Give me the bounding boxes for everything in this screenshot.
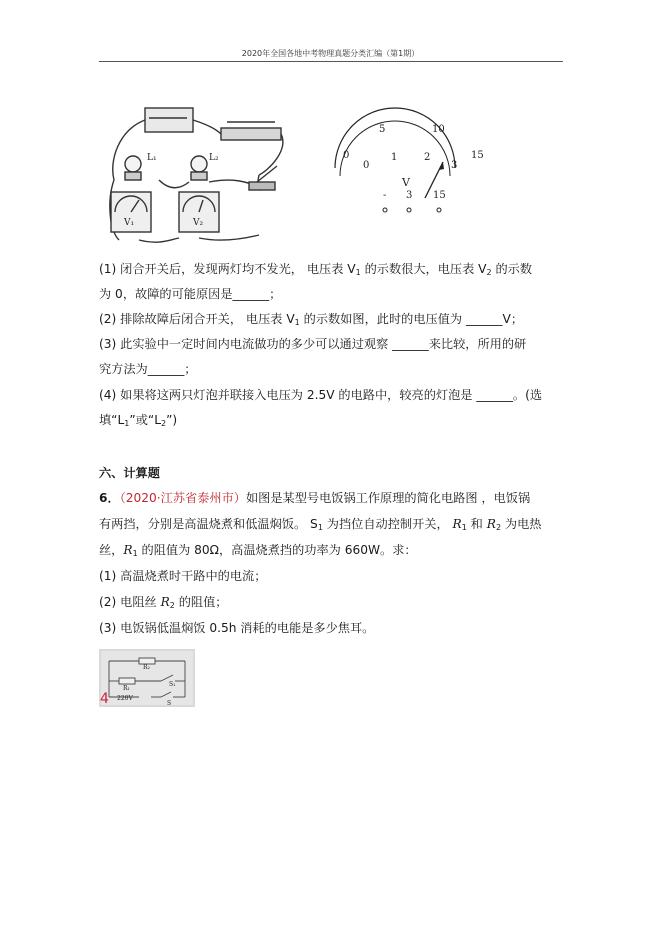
scale-top-10: 10: [432, 124, 445, 135]
label-S1: S₁: [169, 681, 176, 688]
label-S: S: [167, 700, 172, 707]
label-V1: V₁: [124, 218, 135, 228]
switch: [249, 182, 275, 190]
scale-top-0: 0: [343, 150, 350, 161]
q5-part3-line2: 究方法为______；: [99, 362, 197, 376]
scale-bottom-0: 0: [363, 160, 370, 171]
circuit-figure: [99, 90, 499, 250]
q6-sub1: (1) 高温烧煮时干路中的电流；: [99, 569, 267, 583]
q5-part2: (2) 排除故障后闭合开关， 电压表 $V_1$ 的示数如图，此时的电压值为 ______V；: [99, 312, 524, 327]
section-title: 六、计算题: [99, 466, 160, 480]
label-L2: L₂: [209, 153, 219, 163]
power-supply: [145, 108, 193, 132]
rheostat: [221, 128, 281, 140]
scale-bottom-1: 1: [391, 152, 398, 163]
q6-line2: 有两挡，分别是高温烧煮和低温焖饭。 $S_1$ 为挡位自动控制开关， $R_1$ 和 $R_2$ 为电热: [99, 517, 542, 532]
q6-source: （2020·江苏省泰州市）: [119, 491, 246, 505]
lamp-L2: [191, 156, 207, 172]
terminal-minus: -: [383, 190, 387, 201]
meter-unit: V: [402, 176, 410, 189]
label-V2: V₂: [193, 218, 204, 228]
terminal-15: 15: [433, 190, 446, 201]
q5-part4-line2: 填“$L_1$”或“$L_2$”): [99, 413, 178, 428]
q6-sub2: (2) 电阻丝 $R_2$ 的阻值；: [99, 595, 228, 610]
q5-part4-line1: (4) 如果将这两只灯泡并联接入电压为 2.5V 的电路中，较亮的灯泡是 ______。(选: [99, 388, 543, 402]
label-R1: R₁: [123, 685, 130, 692]
scale-bottom-3: 3: [451, 160, 458, 171]
label-R2: R₂: [143, 664, 150, 671]
terminal-3: 3: [406, 190, 413, 201]
q6-line3: 丝，$R_1$ 的阻值为 80Ω，高温烧煮挡的功率为 660W。求：: [99, 543, 417, 558]
q6-sub3: (3) 电饭锅低温焖饭 0.5h 消耗的电能是多少焦耳。: [99, 621, 375, 635]
q5-part1-line1: (1) 闭合开关后，发现两灯均不发光， 电压表 $V_1$ 的示数很大，电压表 $V_2$ 的示数: [99, 262, 533, 277]
lamp-L1: [125, 156, 141, 172]
scale-bottom-2: 2: [424, 152, 431, 163]
scale-top-5: 5: [379, 124, 386, 135]
rice-cooker-circuit: [99, 649, 195, 707]
q5-part1-line2: 为 0，故障的可能原因是______；: [99, 287, 282, 301]
header-rule: [99, 61, 563, 62]
label-voltage: 220V: [117, 695, 133, 702]
q5-part3-line1: (3) 此实验中一定时间内电流做功的多少可以通过观察 ______来比较，所用的研: [99, 337, 527, 351]
page-header: 2020年全国各地中考物理真题分类汇编（第1期）: [241, 49, 420, 58]
q6-line1: 6．（2020·江苏省泰州市）如图是某型号电饭锅工作原理的简化电路图 ，电饭锅: [99, 491, 531, 505]
scale-top-15: 15: [471, 150, 484, 161]
handwritten-mark: 4: [100, 691, 109, 707]
label-L1: L₁: [147, 153, 157, 163]
